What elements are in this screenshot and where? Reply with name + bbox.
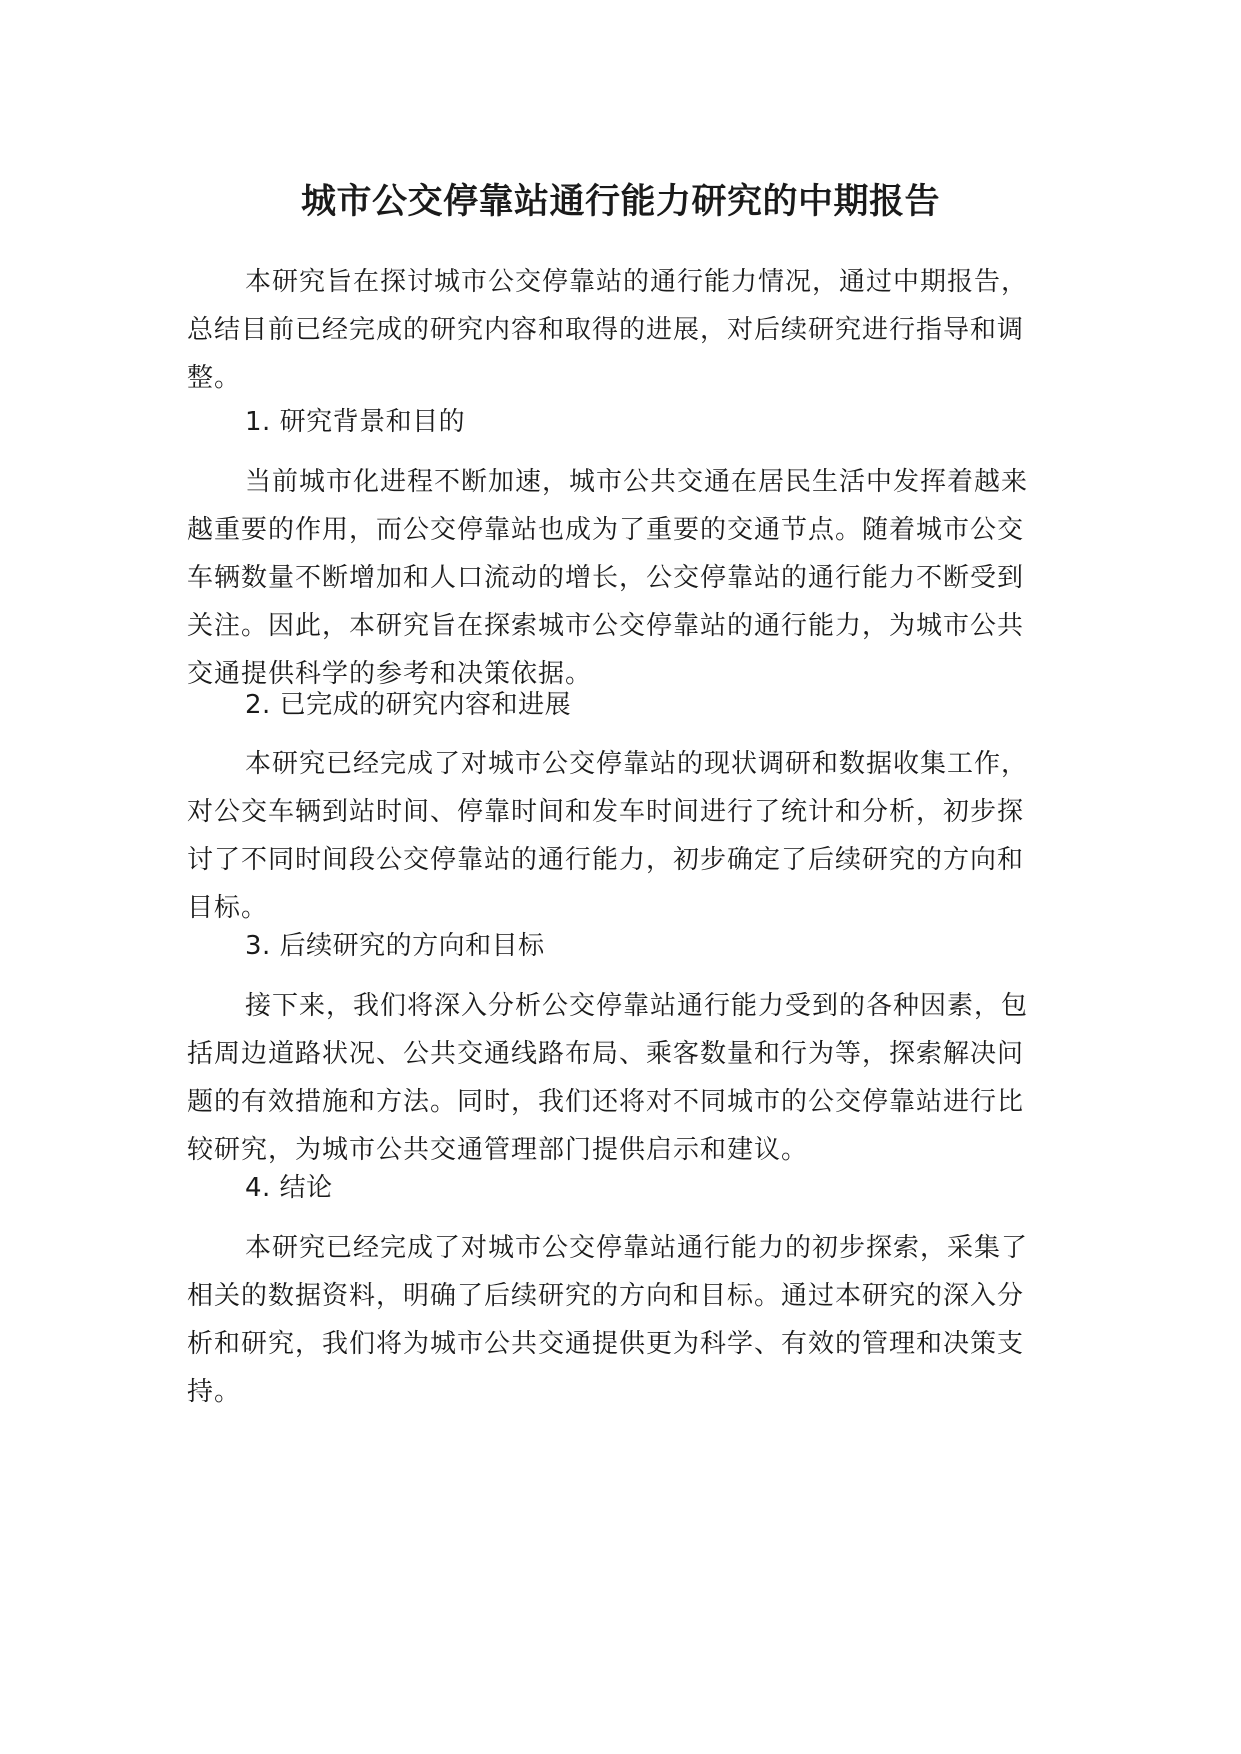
section-heading: 2. 已完成的研究内容和进展	[245, 690, 572, 720]
section-paragraph: 本研究已经完成了对城市公交停靠站通行能力的初步探索，采集了相关的数据资料，明确了后续研究的方向和目标。通过本研究的深入分析和研究，我们将为城市公共交通提供更为科学、有效的管理和决策支持。	[187, 1233, 1029, 1407]
section-paragraph: 当前城市化进程不断加速，城市公共交通在居民生活中发挥着越来越重要的作用，而公交停靠站也成为了重要的交通节点。随着城市公交车辆数量不断增加和人口流动的增长，公交停靠站的通行能力不断受到关注。因此，本研究旨在探索城市公交停靠站的通行能力，为城市公共交通提供科学的参考和决策依据。	[187, 467, 1029, 689]
section-1-body	[187, 458, 1042, 698]
section-2-body	[187, 740, 1042, 932]
section-1	[187, 398, 1042, 446]
section-3-body	[187, 982, 1042, 1174]
section-4	[187, 1164, 1042, 1212]
section-heading: 3. 后续研究的方向和目标	[245, 931, 545, 961]
section-3	[187, 922, 1042, 970]
document-title: 城市公交停靠站通行能力研究的中期报告	[300, 182, 940, 222]
section-4-body	[187, 1224, 1042, 1416]
section-heading: 4. 结论	[245, 1173, 333, 1203]
section-2	[187, 681, 1042, 729]
intro-block	[187, 258, 1042, 402]
intro-paragraph: 本研究旨在探讨城市公交停靠站的通行能力情况，通过中期报告，总结目前已经完成的研究内容和取得的进展，对后续研究进行指导和调整。	[187, 267, 1029, 393]
section-paragraph: 本研究已经完成了对城市公交停靠站的现状调研和数据收集工作，对公交车辆到站时间、停靠时间和发车时间进行了统计和分析，初步探讨了不同时间段公交停靠站的通行能力，初步确定了后续研究的方向和目标。	[187, 749, 1029, 923]
section-heading: 1. 研究背景和目的	[245, 407, 466, 437]
section-paragraph: 接下来，我们将深入分析公交停靠站通行能力受到的各种因素，包括周边道路状况、公共交通线路布局、乘客数量和行为等，探索解决问题的有效措施和方法。同时，我们还将对不同城市的公交停靠站进行比较研究，为城市公共交通管理部门提供启示和建议。	[187, 991, 1029, 1165]
